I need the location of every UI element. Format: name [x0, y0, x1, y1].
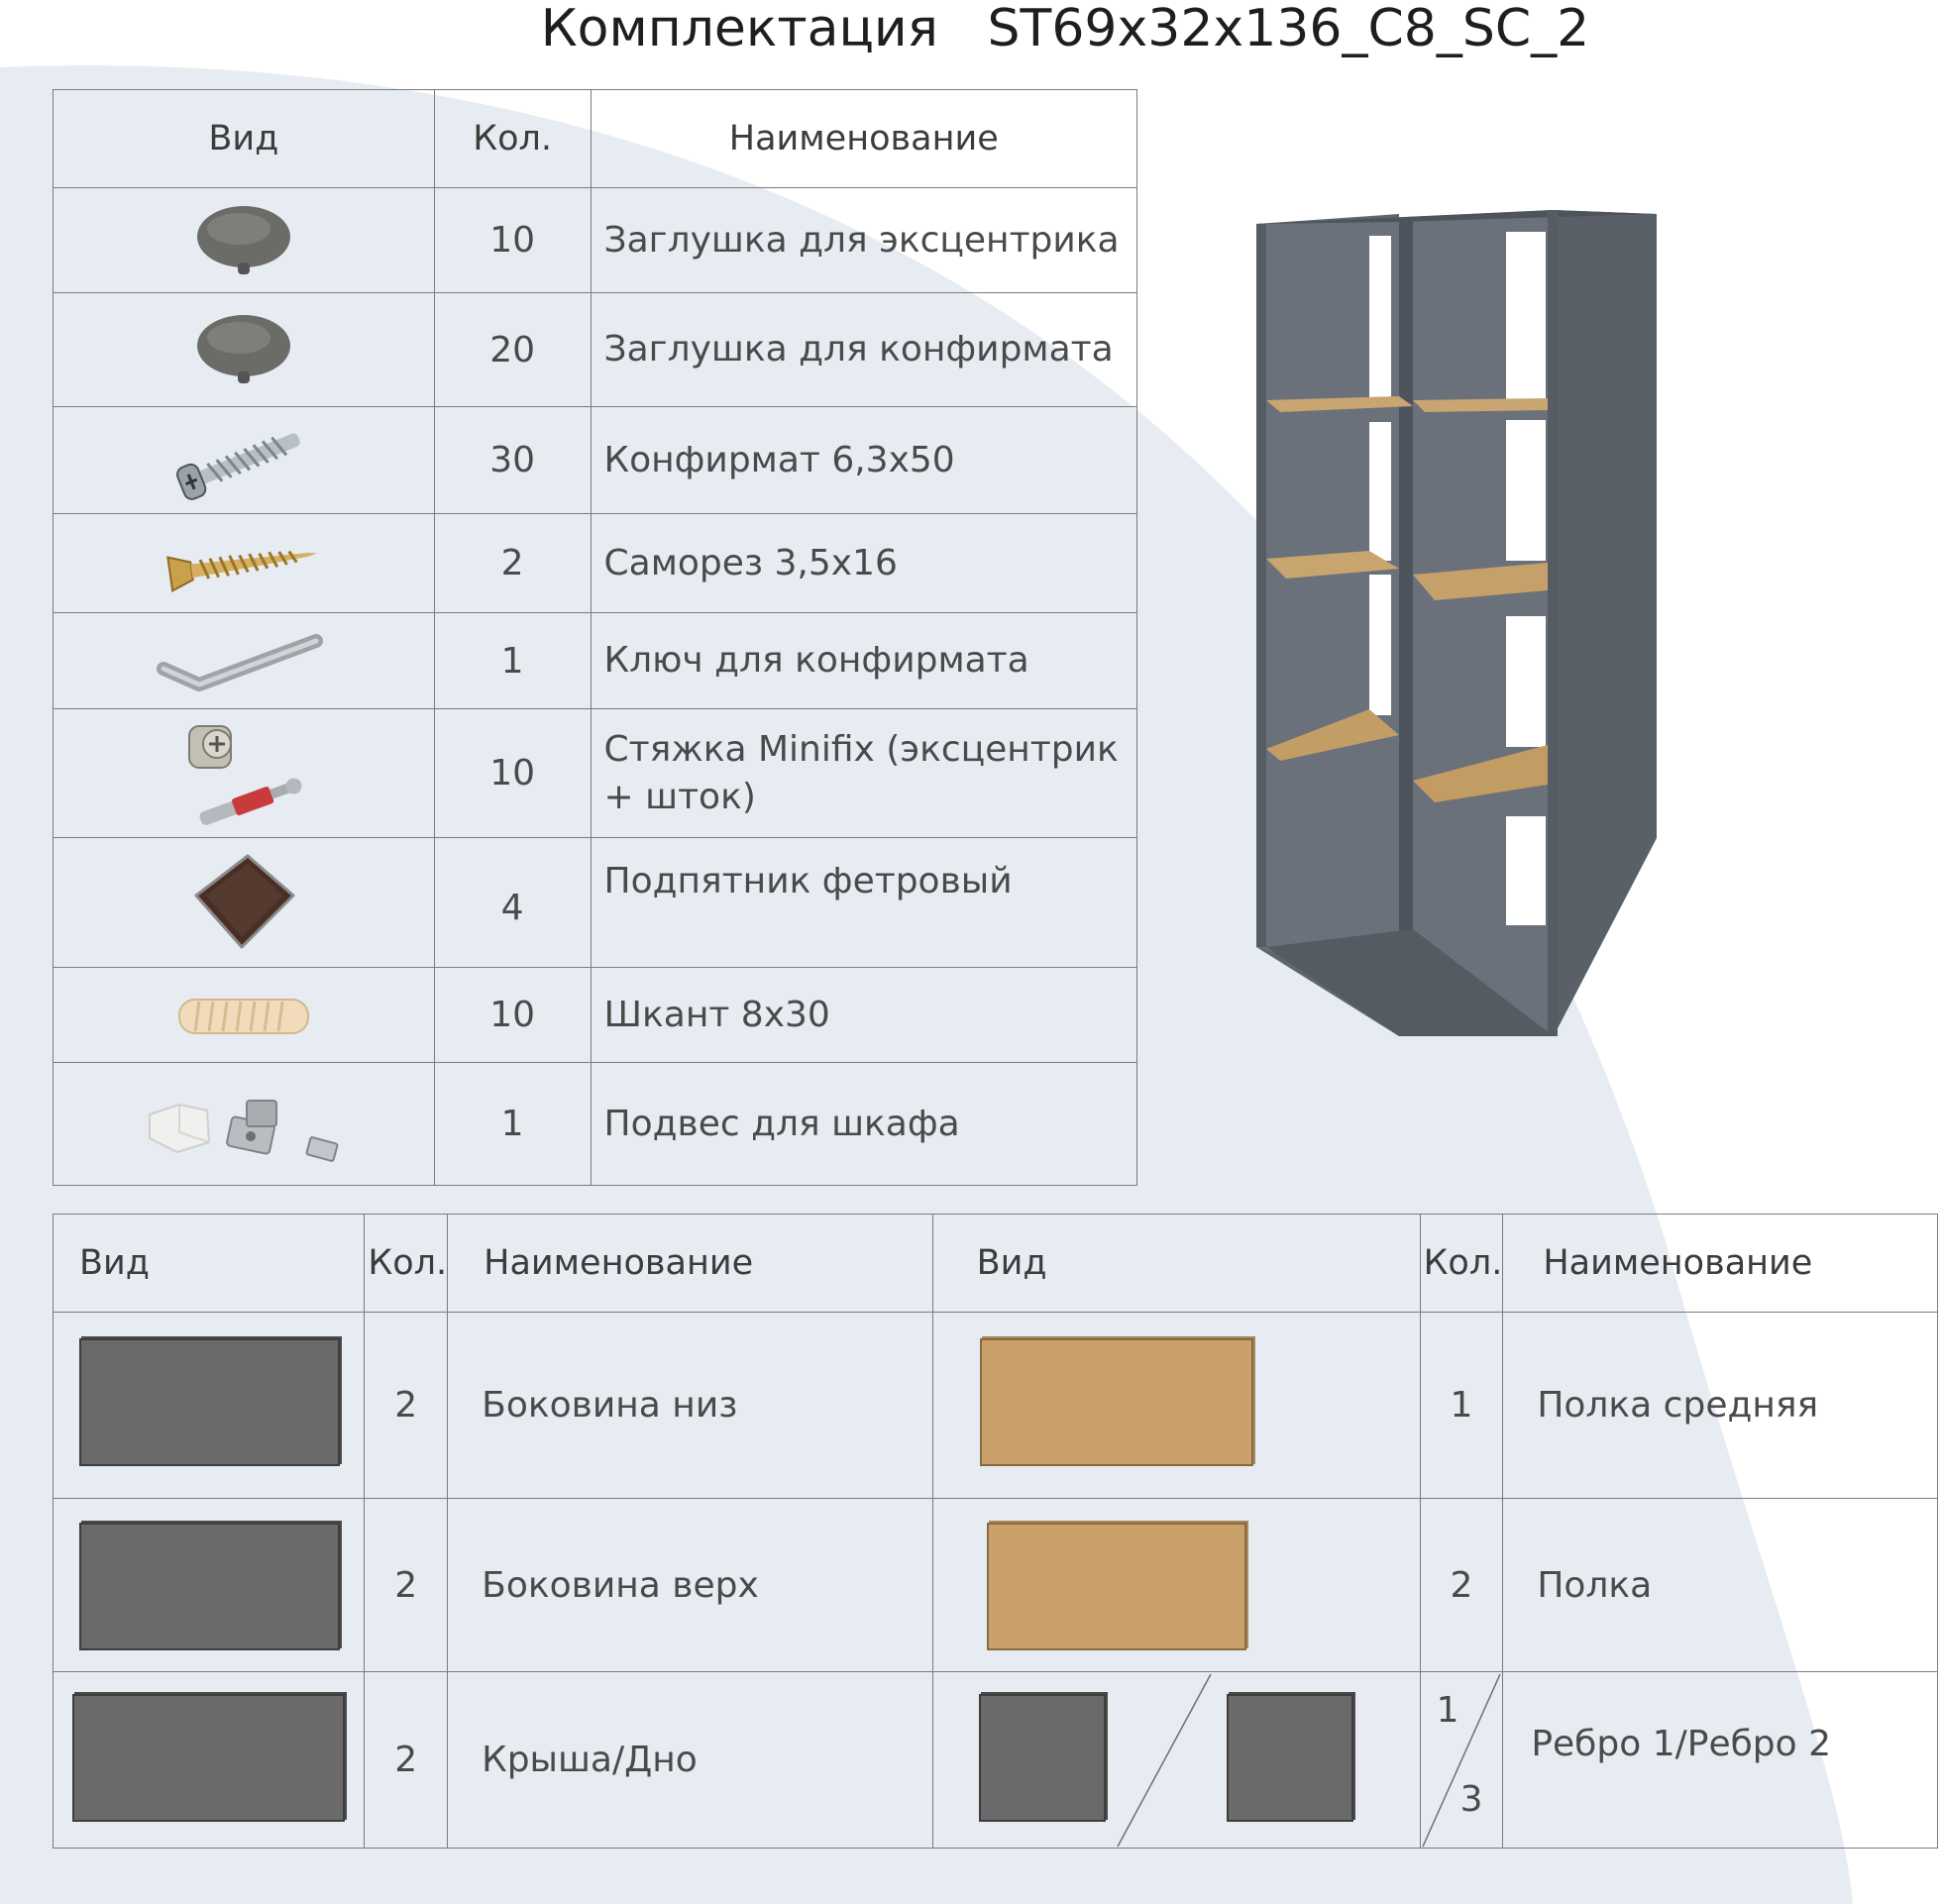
qty-divider-line	[1421, 1672, 1503, 1849]
rib-2-qty: 3	[1459, 1779, 1483, 1820]
hardware-table-header	[54, 90, 1137, 188]
top-bottom-panel-image	[72, 1694, 345, 1822]
side-top-panel-image	[79, 1523, 340, 1650]
minifix-name-line1: Стяжка Minifix (эксцентрик	[603, 728, 1119, 770]
cabinet-hanger-icon	[130, 1075, 358, 1174]
dowel-icon	[169, 986, 318, 1045]
hardware-table	[53, 89, 1137, 1186]
panel-table	[53, 1214, 1938, 1849]
hex-key-icon	[150, 621, 338, 700]
header-name: Наименование	[591, 90, 1136, 188]
table-row: 2 Боковина низ 1 Полка средняя	[54, 1313, 1938, 1499]
rib-1-qty: 1	[1436, 1690, 1459, 1731]
table-row: 10 Стяжка Minifix (эксцентрик + шток)	[54, 709, 1137, 838]
eccentric-cap-icon	[189, 201, 298, 280]
header-name: Наименование	[1503, 1215, 1938, 1313]
page-title: Комплектация ST69x32x136_C8_SC_2	[540, 0, 1590, 58]
table-row: 1 Ключ для конфирмата	[54, 613, 1137, 709]
table-row: 2 Крыша/Дно 1 3 Ребро 1/Ребро 2	[54, 1672, 1938, 1849]
header-qty: Кол.	[365, 1215, 448, 1313]
header-qty: Кол.	[1420, 1215, 1503, 1313]
confirmat-screw-icon	[164, 416, 323, 505]
table-row: 2 Боковина верх 2 Полка	[54, 1499, 1938, 1672]
rib-1-panel-image	[979, 1694, 1106, 1822]
side-bottom-panel-image	[79, 1338, 340, 1466]
header-view: Вид	[54, 1215, 365, 1313]
table-row: 10 Шкант 8х30	[54, 968, 1137, 1063]
shelf-panel-image	[987, 1523, 1246, 1650]
minifix-name-line2: + шток)	[603, 776, 756, 817]
header-view: Вид	[54, 90, 435, 188]
table-row: 10 Заглушка для эксцентрика	[54, 188, 1137, 293]
panel-table-header	[54, 1215, 1938, 1313]
middle-shelf-panel-image	[980, 1338, 1253, 1466]
wood-screw-icon	[160, 529, 328, 598]
confirmat-cap-icon	[189, 310, 298, 389]
header-name: Наименование	[448, 1215, 932, 1313]
table-row: 2 Саморез 3,5х16	[54, 514, 1137, 613]
rib-divider-line	[1112, 1672, 1221, 1849]
table-row: 20 Заглушка для конфирмата	[54, 293, 1137, 407]
table-row: 30 Конфирмат 6,3х50	[54, 407, 1137, 514]
table-row: 1 Подвес для шкафа	[54, 1063, 1137, 1186]
felt-pad-icon	[184, 848, 303, 957]
shelving-unit-illustration	[1250, 194, 1667, 1046]
table-row: 4 Подпятник фетровый	[54, 838, 1137, 968]
header-view: Вид	[932, 1215, 1420, 1313]
header-qty: Кол.	[434, 90, 591, 188]
minifix-icon	[169, 714, 318, 833]
rib-2-panel-image	[1227, 1694, 1353, 1822]
